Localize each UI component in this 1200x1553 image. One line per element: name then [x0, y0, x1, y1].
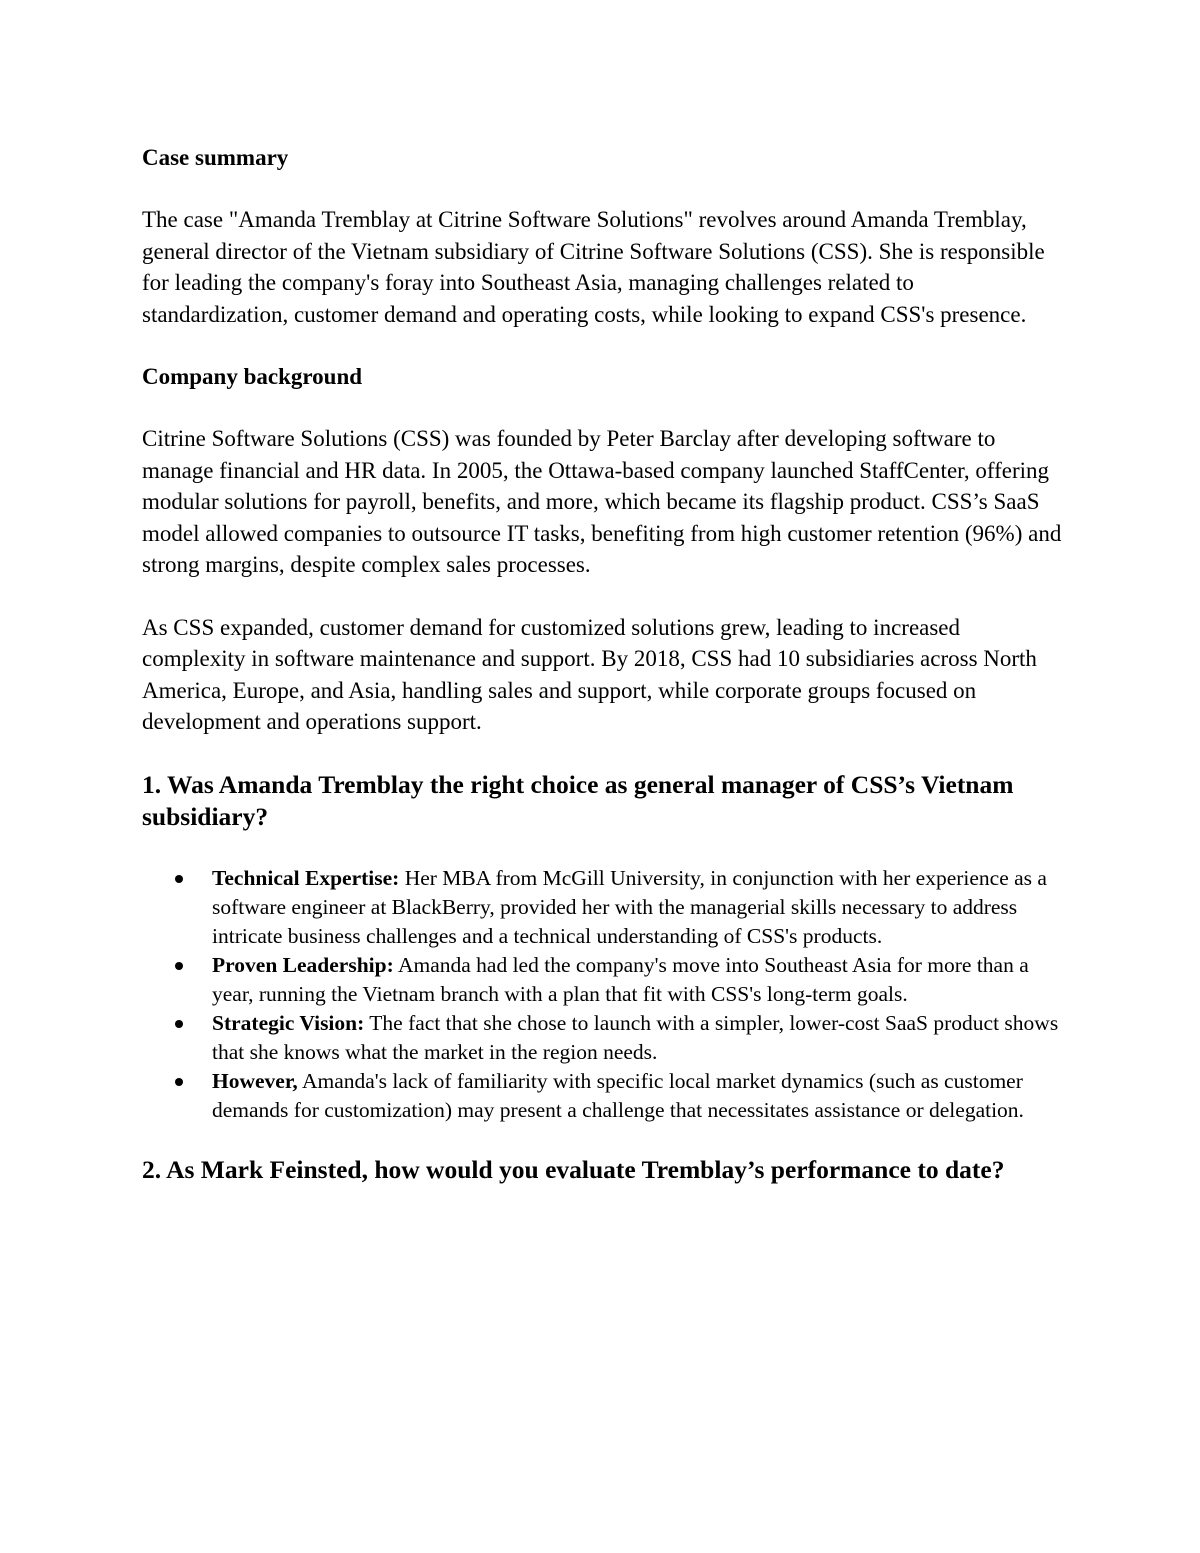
company-background-paragraph-2: As CSS expanded, customer demand for customized solutions grew, leading to increased complexity in software maintenance and support. By 2018, CSS had 10 subsidiaries across North America, Europe, and Asia, handling sales and support, while corporate groups focused on development and operations support. [142, 614, 1037, 734]
bullet-however [142, 1067, 1062, 1125]
bullet-term: Proven Leadership: [212, 952, 394, 977]
bullet-term: Technical Expertise: [212, 865, 400, 890]
bullet-term: Strategic Vision: [212, 1010, 365, 1035]
company-background-paragraph-1: Citrine Software Solutions (CSS) was founded by Peter Barclay after developing software to manage financial and HR data. In 2005, the Ottawa-based company launched StaffCenter, offering modular solutions for payroll, benefits, and more, which became its flagship product. CSS’s SaaS model allowed companies to outsource IT tasks, benefiting from high customer retention (96%) and strong margins, despite complex sales processes. [142, 426, 1062, 577]
question-1-bullet-list [142, 864, 1062, 1125]
bullet-dot-icon [175, 1020, 183, 1028]
company-background-heading: Company background [142, 364, 363, 389]
case-summary-heading: Case summary [142, 145, 289, 170]
bullet-text: Her MBA from McGill University, in conjunction with her experience as a software engineer at BlackBerry, provided her with the managerial skills necessary to address intricate business challenges and a technical understanding of CSS's products. [212, 865, 1047, 948]
question-2-title: 2. As Mark Feinsted, how would you evaluate Tremblay’s performance to date? [142, 1154, 1005, 1184]
bullet-text: Amanda had led the company's move into Southeast Asia for more than a year, running the Vietnam branch with a plan that fit with CSS's long-term goals. [212, 952, 1029, 1006]
question-1-title: 1. Was Amanda Tremblay the right choice as general manager of CSS’s Vietnam subsidiary? [142, 769, 1014, 831]
bullet-dot-icon [175, 1078, 183, 1086]
bullet-technical-expertise [142, 864, 1062, 951]
case-summary-paragraph: The case "Amanda Tremblay at Citrine Software Solutions" revolves around Amanda Tremblay, general director of the Vietnam subsidiary of Citrine Software Solutions (CSS). She is responsible for leading the company's foray into Southeast Asia, managing challenges related to standardization, customer demand and operating costs, while looking to expand CSS's presence. [142, 207, 1045, 327]
bullet-dot-icon [175, 875, 183, 883]
bullet-term: However, [212, 1068, 298, 1093]
bullet-proven-leadership [142, 951, 1062, 1009]
document-body [142, 142, 1062, 1217]
bullet-dot-icon [175, 962, 183, 970]
bullet-strategic-vision [142, 1009, 1062, 1067]
bullet-text: The fact that she chose to launch with a simpler, lower-cost SaaS product shows that she knows what the market in the region needs. [212, 1010, 1059, 1064]
bullet-text: Amanda's lack of familiarity with specific local market dynamics (such as customer demands for customization) may present a challenge that necessitates assistance or delegation. [212, 1068, 1024, 1122]
